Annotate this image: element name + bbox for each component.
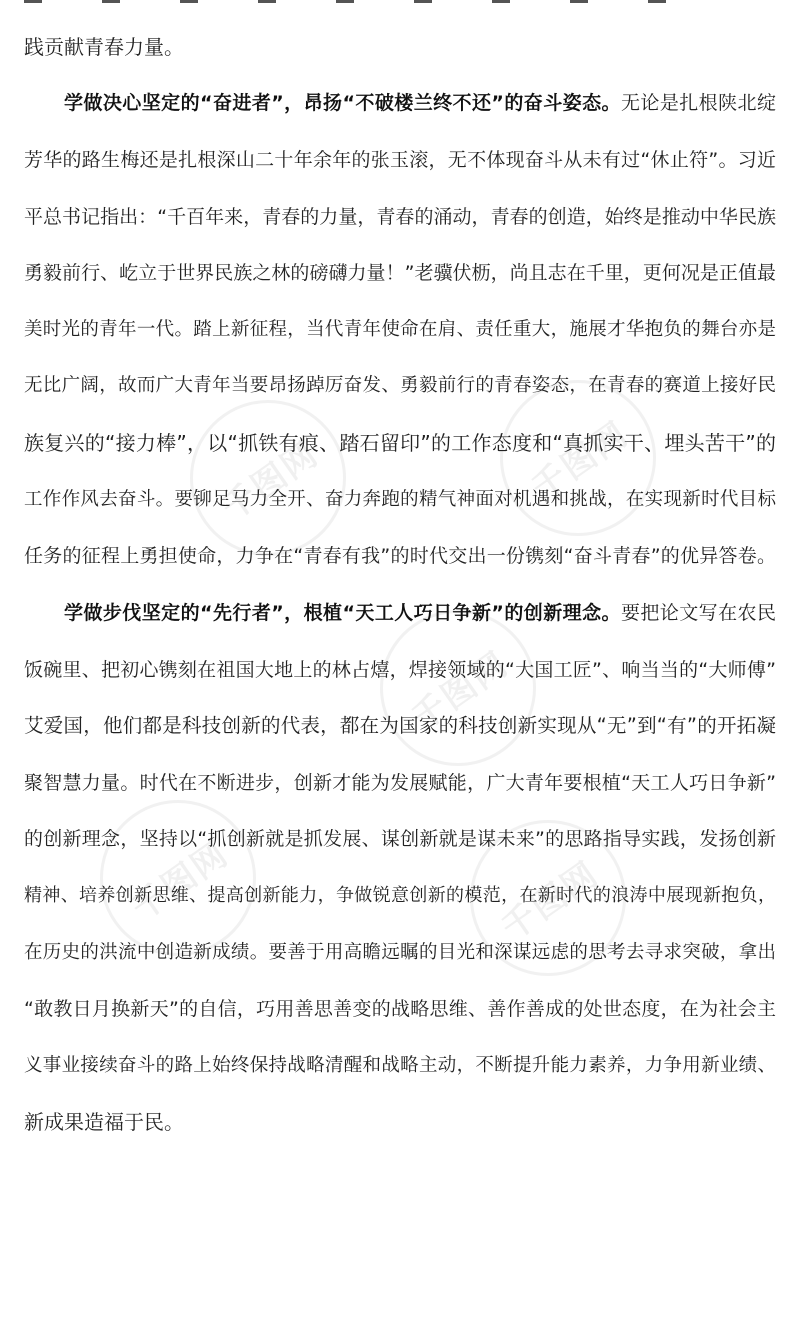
text-line: 勇毅前行、屹立于世界民族之林的磅礴力量！”老骥伏枥，尚且志在千里，更何况是正值最 <box>24 262 776 284</box>
text-line: 在历史的洪流中创造新成绩。要善于用高瞻远瞩的目光和深谋远虑的思考去寻求突破，拿出 <box>24 942 776 963</box>
paragraph-lead-line <box>64 90 776 116</box>
clipped-previous-line <box>24 0 776 6</box>
text-line: 的创新理念，坚持以“抓创新就是抓发展、谋创新就是谋未来”的思路指导实践，发扬创新 <box>24 828 776 850</box>
watermark-text: 千图网 <box>404 643 516 739</box>
text-line: 族复兴的“接力棒”，以“抓铁有痕、踏石留印”的工作态度和“真抓实干、埋头苦干”的 <box>24 431 776 455</box>
text-line: “敢教日月换新天”的自信，巧用善思善变的战略思维、善作善成的处世态度，在为社会主 <box>24 998 776 1020</box>
watermark-text: 千图网 <box>124 833 236 929</box>
text-line: 聚智慧力量。时代在不断进步，创新才能为发展赋能，广大青年要根植“天工人巧日争新” <box>24 772 776 794</box>
text-line: 平总书记指出：“千百年来，青春的力量，青春的涌动，青春的创造，始终是推动中华民族 <box>24 206 776 228</box>
text-line: 美时光的青年一代。踏上新征程，当代青年使命在肩、责任重大，施展才华抱负的舞台亦是 <box>24 319 776 340</box>
text-line: 工作作风去奋斗。要铆足马力全开、奋力奔跑的精气神面对机遇和挑战，在实现新时代目标 <box>24 489 776 510</box>
paragraph-lead-tail: 无论是扎根陕北绽 <box>620 92 776 114</box>
text-line: 无比广阔，故而广大青年当要昂扬踔厉奋发、勇毅前行的青春姿态，在青春的赛道上接好民 <box>24 375 776 396</box>
text-line: 任务的征程上勇担使命，力争在“青春有我”的时代交出一份镌刻“奋斗青春”的优异答卷。 <box>24 545 776 567</box>
text-line: 新成果造福于民。 <box>24 1110 184 1134</box>
watermark-text: 千图网 <box>494 853 606 949</box>
paragraph-lead-tail: 要把论文写在农民 <box>620 602 776 624</box>
text-line: 芳华的路生梅还是扎根深山二十年余年的张玉滚，无不体现奋斗从未有过“休止符”。习近 <box>24 149 776 171</box>
paragraph-lead-heading: 学做决心坚定的“奋进者”，昂扬“不破楼兰终不还”的奋斗姿态。 <box>64 92 621 114</box>
text-line: 饭碗里、把初心镌刻在祖国大地上的林占熺，焊接领域的“大国工匠”、响当当的“大师傅” <box>24 659 776 681</box>
paragraph-lead-line <box>64 600 776 626</box>
watermark-text: 千图网 <box>524 413 636 509</box>
text-line: 精神、培养创新思维、提高创新能力，争做锐意创新的模范，在新时代的浪涛中展现新抱负， <box>24 885 776 906</box>
text-line: 艾爱国，他们都是科技创新的代表，都在为国家的科技创新实现从“无”到“有”的开拓凝 <box>24 714 776 737</box>
paragraph-lead-heading: 学做步伐坚定的“先行者”，根植“天工人巧日争新”的创新理念。 <box>64 602 621 624</box>
watermark-text: 千图网 <box>214 433 326 529</box>
text-line: 践贡献青春力量。 <box>24 35 184 59</box>
text-line: 义事业接续奋斗的路上始终保持战略清醒和战略主动，不断提升能力素养，力争用新业绩、 <box>24 1055 776 1076</box>
